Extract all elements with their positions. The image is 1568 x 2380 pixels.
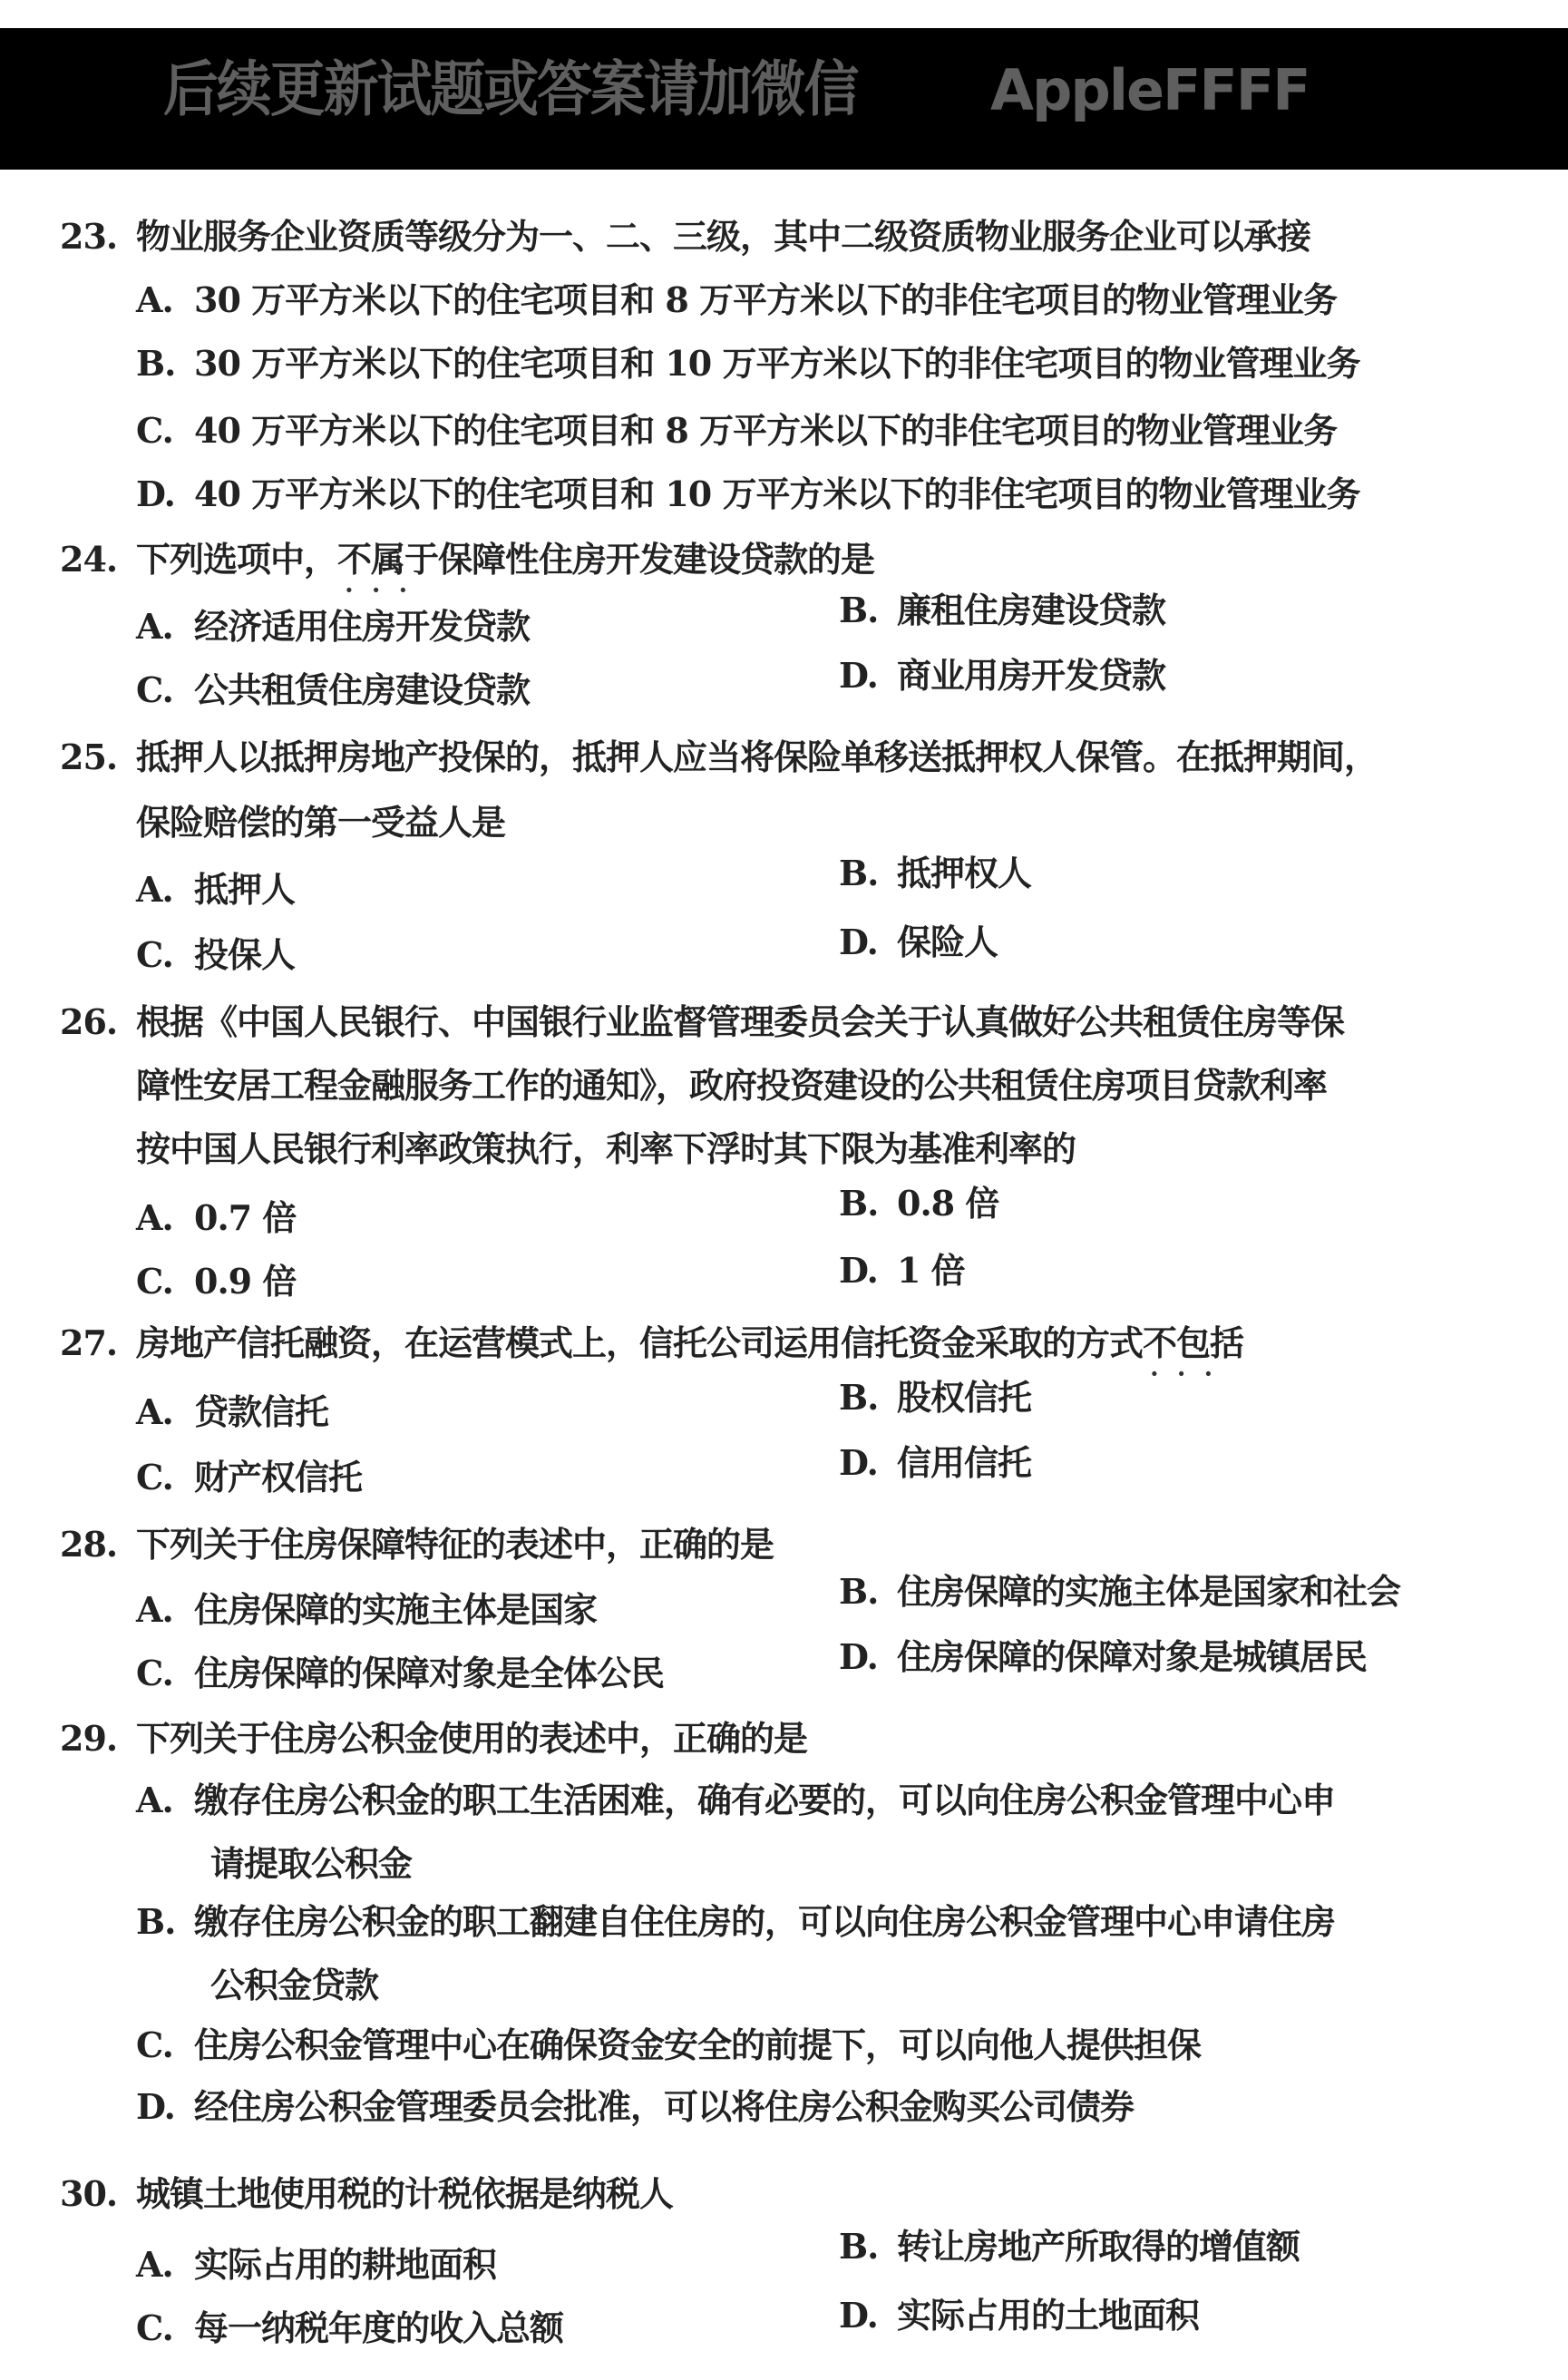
- option-text: 40 万平方米以下的住宅项目和 8 万平方米以下的非住宅项目的物业管理业务: [194, 410, 1338, 451]
- option-c: [136, 1261, 296, 1302]
- option-text: 转让房地产所取得的增值额: [897, 2226, 1300, 2267]
- stem-text: 下列选项中，: [136, 539, 338, 580]
- option-letter: D.: [839, 1442, 878, 1483]
- option-letter: C.: [136, 1261, 173, 1302]
- option-letter: C.: [136, 1457, 173, 1497]
- option-letter: C.: [136, 410, 173, 451]
- question-number: 25.: [60, 736, 118, 777]
- option-letter: B.: [839, 590, 879, 630]
- option-b: [136, 343, 1359, 385]
- option-letter: C.: [136, 669, 173, 710]
- option-a: [136, 1780, 1335, 1821]
- option-letter: B.: [839, 1183, 879, 1224]
- option-letter: D.: [839, 1250, 878, 1291]
- option-letter: A.: [136, 279, 173, 320]
- emphasis-text: 不属于 · · ·: [337, 539, 438, 580]
- question-stem-continued: 保险赔偿的第一受益人是: [136, 802, 506, 843]
- option-text: 公共租赁住房建设贷款: [194, 669, 531, 710]
- question-stem: 下列关于住房保障特征的表述中，正确的是: [136, 1524, 774, 1565]
- question-number: 30.: [60, 2173, 118, 2214]
- option-c: [136, 669, 530, 711]
- option-text: 股权信托: [897, 1377, 1032, 1418]
- option-a: [136, 1197, 296, 1239]
- option-text: 0.7 倍: [194, 1197, 297, 1238]
- option-letter: C.: [136, 2307, 173, 2348]
- option-text: 30 万平方米以下的住宅项目和 10 万平方米以下的非住宅项目的物业管理业务: [194, 343, 1360, 384]
- option-letter: A.: [136, 2244, 173, 2285]
- option-text: 商业用房开发贷款: [897, 655, 1166, 696]
- watermark-banner: [0, 28, 1568, 170]
- option-letter: B.: [839, 2226, 879, 2267]
- option-a: [136, 606, 530, 648]
- option-text: 经济适用住房开发贷款: [194, 606, 531, 647]
- option-c: [136, 1653, 664, 1694]
- option-letter: D.: [839, 655, 878, 696]
- option-a: [136, 869, 295, 911]
- option-a: [136, 1391, 328, 1433]
- option-text: 实际占用的土地面积: [897, 2295, 1200, 2336]
- banner-text-cn: 后续更新试题或答案请加微信: [163, 54, 858, 124]
- question-stem: 下列关于住房公积金使用的表述中，正确的是: [136, 1718, 808, 1759]
- option-letter: A.: [136, 869, 173, 910]
- option-letter: B.: [839, 1377, 879, 1418]
- option-text: 住房保障的实施主体是国家和社会: [897, 1571, 1401, 1612]
- option-text: 财产权信托: [194, 1457, 363, 1497]
- option-letter: C.: [136, 934, 173, 975]
- option-letter: D.: [839, 922, 878, 962]
- option-d: [839, 655, 1165, 697]
- option-text: 贷款信托: [194, 1391, 329, 1432]
- option-d: [136, 473, 1359, 515]
- option-d: [839, 1442, 1031, 1484]
- option-a: [136, 1589, 597, 1631]
- option-text: 每一纳税年度的收入总额: [194, 2307, 564, 2348]
- option-d: [839, 1636, 1367, 1678]
- option-c: [136, 2307, 563, 2349]
- option-b: [136, 1901, 1335, 1943]
- option-letter: D.: [839, 1636, 878, 1677]
- option-letter: A.: [136, 1780, 173, 1820]
- option-a: [136, 2244, 496, 2286]
- option-d: [839, 2295, 1199, 2336]
- option-b: [839, 1571, 1400, 1613]
- question-number: 24.: [60, 539, 118, 580]
- question-number: 29.: [60, 1718, 118, 1759]
- option-c: [136, 1457, 362, 1498]
- option-letter: D.: [136, 2086, 175, 2127]
- question-number: 28.: [60, 1524, 118, 1565]
- option-c: [136, 934, 295, 976]
- option-d: [839, 1250, 965, 1292]
- option-letter: D.: [839, 2295, 878, 2336]
- question-number: 27.: [60, 1322, 118, 1363]
- question-number: 23.: [60, 216, 118, 257]
- question-stem-continued: 障性安居工程金融服务工作的通知》，政府投资建设的公共租赁住房项目贷款利率: [136, 1065, 1328, 1106]
- option-text: 抵押人: [194, 869, 296, 910]
- option-a-continued: 请提取公积金: [210, 1843, 413, 1884]
- option-text: 住房保障的实施主体是国家: [194, 1589, 598, 1630]
- question-stem-continued: 按中国人民银行利率政策执行，利率下浮时其下限为基准利率的: [136, 1128, 1076, 1169]
- option-letter: B.: [839, 1571, 879, 1612]
- option-letter: A.: [136, 606, 173, 647]
- option-letter: A.: [136, 1589, 173, 1630]
- option-letter: A.: [136, 1391, 173, 1432]
- option-text: 抵押权人: [897, 853, 1032, 893]
- option-c: [136, 410, 1337, 452]
- option-letter: B.: [839, 853, 879, 893]
- option-text: 住房保障的保障对象是全体公民: [194, 1653, 665, 1693]
- option-text: 投保人: [194, 934, 296, 975]
- option-text: 保险人: [897, 922, 998, 962]
- option-d: [136, 2086, 1134, 2128]
- option-text: 廉租住房建设贷款: [897, 590, 1166, 630]
- option-text: 1 倍: [897, 1250, 965, 1291]
- option-letter: A.: [136, 1197, 173, 1238]
- question-stem: 根据《中国人民银行、中国银行业监督管理委员会关于认真做好公共租赁住房等保: [136, 1001, 1345, 1042]
- option-b: [839, 1377, 1031, 1419]
- option-b: [839, 590, 1165, 631]
- question-stem: 物业服务企业资质等级分为一、二、三级，其中二级资质物业服务企业可以承接: [136, 216, 1311, 257]
- option-text: 缴存住房公积金的职工翻建自住住房的，可以向住房公积金管理中心申请住房: [194, 1901, 1336, 1942]
- option-text: 住房保障的保障对象是城镇居民: [897, 1636, 1368, 1677]
- option-letter: B.: [136, 1901, 176, 1942]
- option-b: [839, 1183, 998, 1224]
- emphasis-text: 不包括 · · ·: [1143, 1322, 1243, 1363]
- option-c: [136, 2024, 1201, 2066]
- option-text: 0.8 倍: [897, 1183, 999, 1224]
- option-letter: C.: [136, 1653, 173, 1693]
- option-d: [839, 922, 998, 963]
- option-b: [839, 2226, 1300, 2268]
- option-letter: C.: [136, 2024, 173, 2065]
- option-letter: D.: [136, 473, 175, 514]
- option-b-continued: 公积金贷款: [210, 1965, 379, 2005]
- option-letter: B.: [136, 343, 176, 384]
- option-b: [839, 853, 1031, 894]
- option-text: 住房公积金管理中心在确保资金安全的前提下，可以向他人提供担保: [194, 2024, 1202, 2065]
- question-stem: [136, 539, 874, 580]
- option-text: 信用信托: [897, 1442, 1032, 1483]
- question-stem: 抵押人以抵押房地产投保的，抵押人应当将保险单移送抵押权人保管。在抵押期间，: [136, 736, 1378, 777]
- question-number: 26.: [60, 1001, 118, 1042]
- banner-text: [163, 54, 1433, 127]
- option-text: 缴存住房公积金的职工生活困难，确有必要的，可以向住房公积金管理中心申: [194, 1780, 1336, 1820]
- option-text: 40 万平方米以下的住宅项目和 10 万平方米以下的非住宅项目的物业管理业务: [194, 473, 1360, 514]
- stem-text: 房地产信托融资，在运营模式上，信托公司运用信托资金采取的方式: [136, 1322, 1144, 1363]
- option-text: 实际占用的耕地面积: [194, 2244, 497, 2285]
- option-a: [136, 279, 1337, 321]
- stem-text: 保障性住房开发建设贷款的是: [438, 539, 875, 580]
- option-text: 30 万平方米以下的住宅项目和 8 万平方米以下的非住宅项目的物业管理业务: [194, 279, 1338, 320]
- question-stem: [136, 1322, 1243, 1364]
- option-text: 0.9 倍: [194, 1261, 297, 1302]
- option-text: 经住房公积金管理委员会批准，可以将住房公积金购买公司债券: [194, 2086, 1135, 2127]
- banner-wechat-id: AppleFFFF: [990, 57, 1310, 123]
- question-stem: 城镇土地使用税的计税依据是纳税人: [136, 2173, 674, 2214]
